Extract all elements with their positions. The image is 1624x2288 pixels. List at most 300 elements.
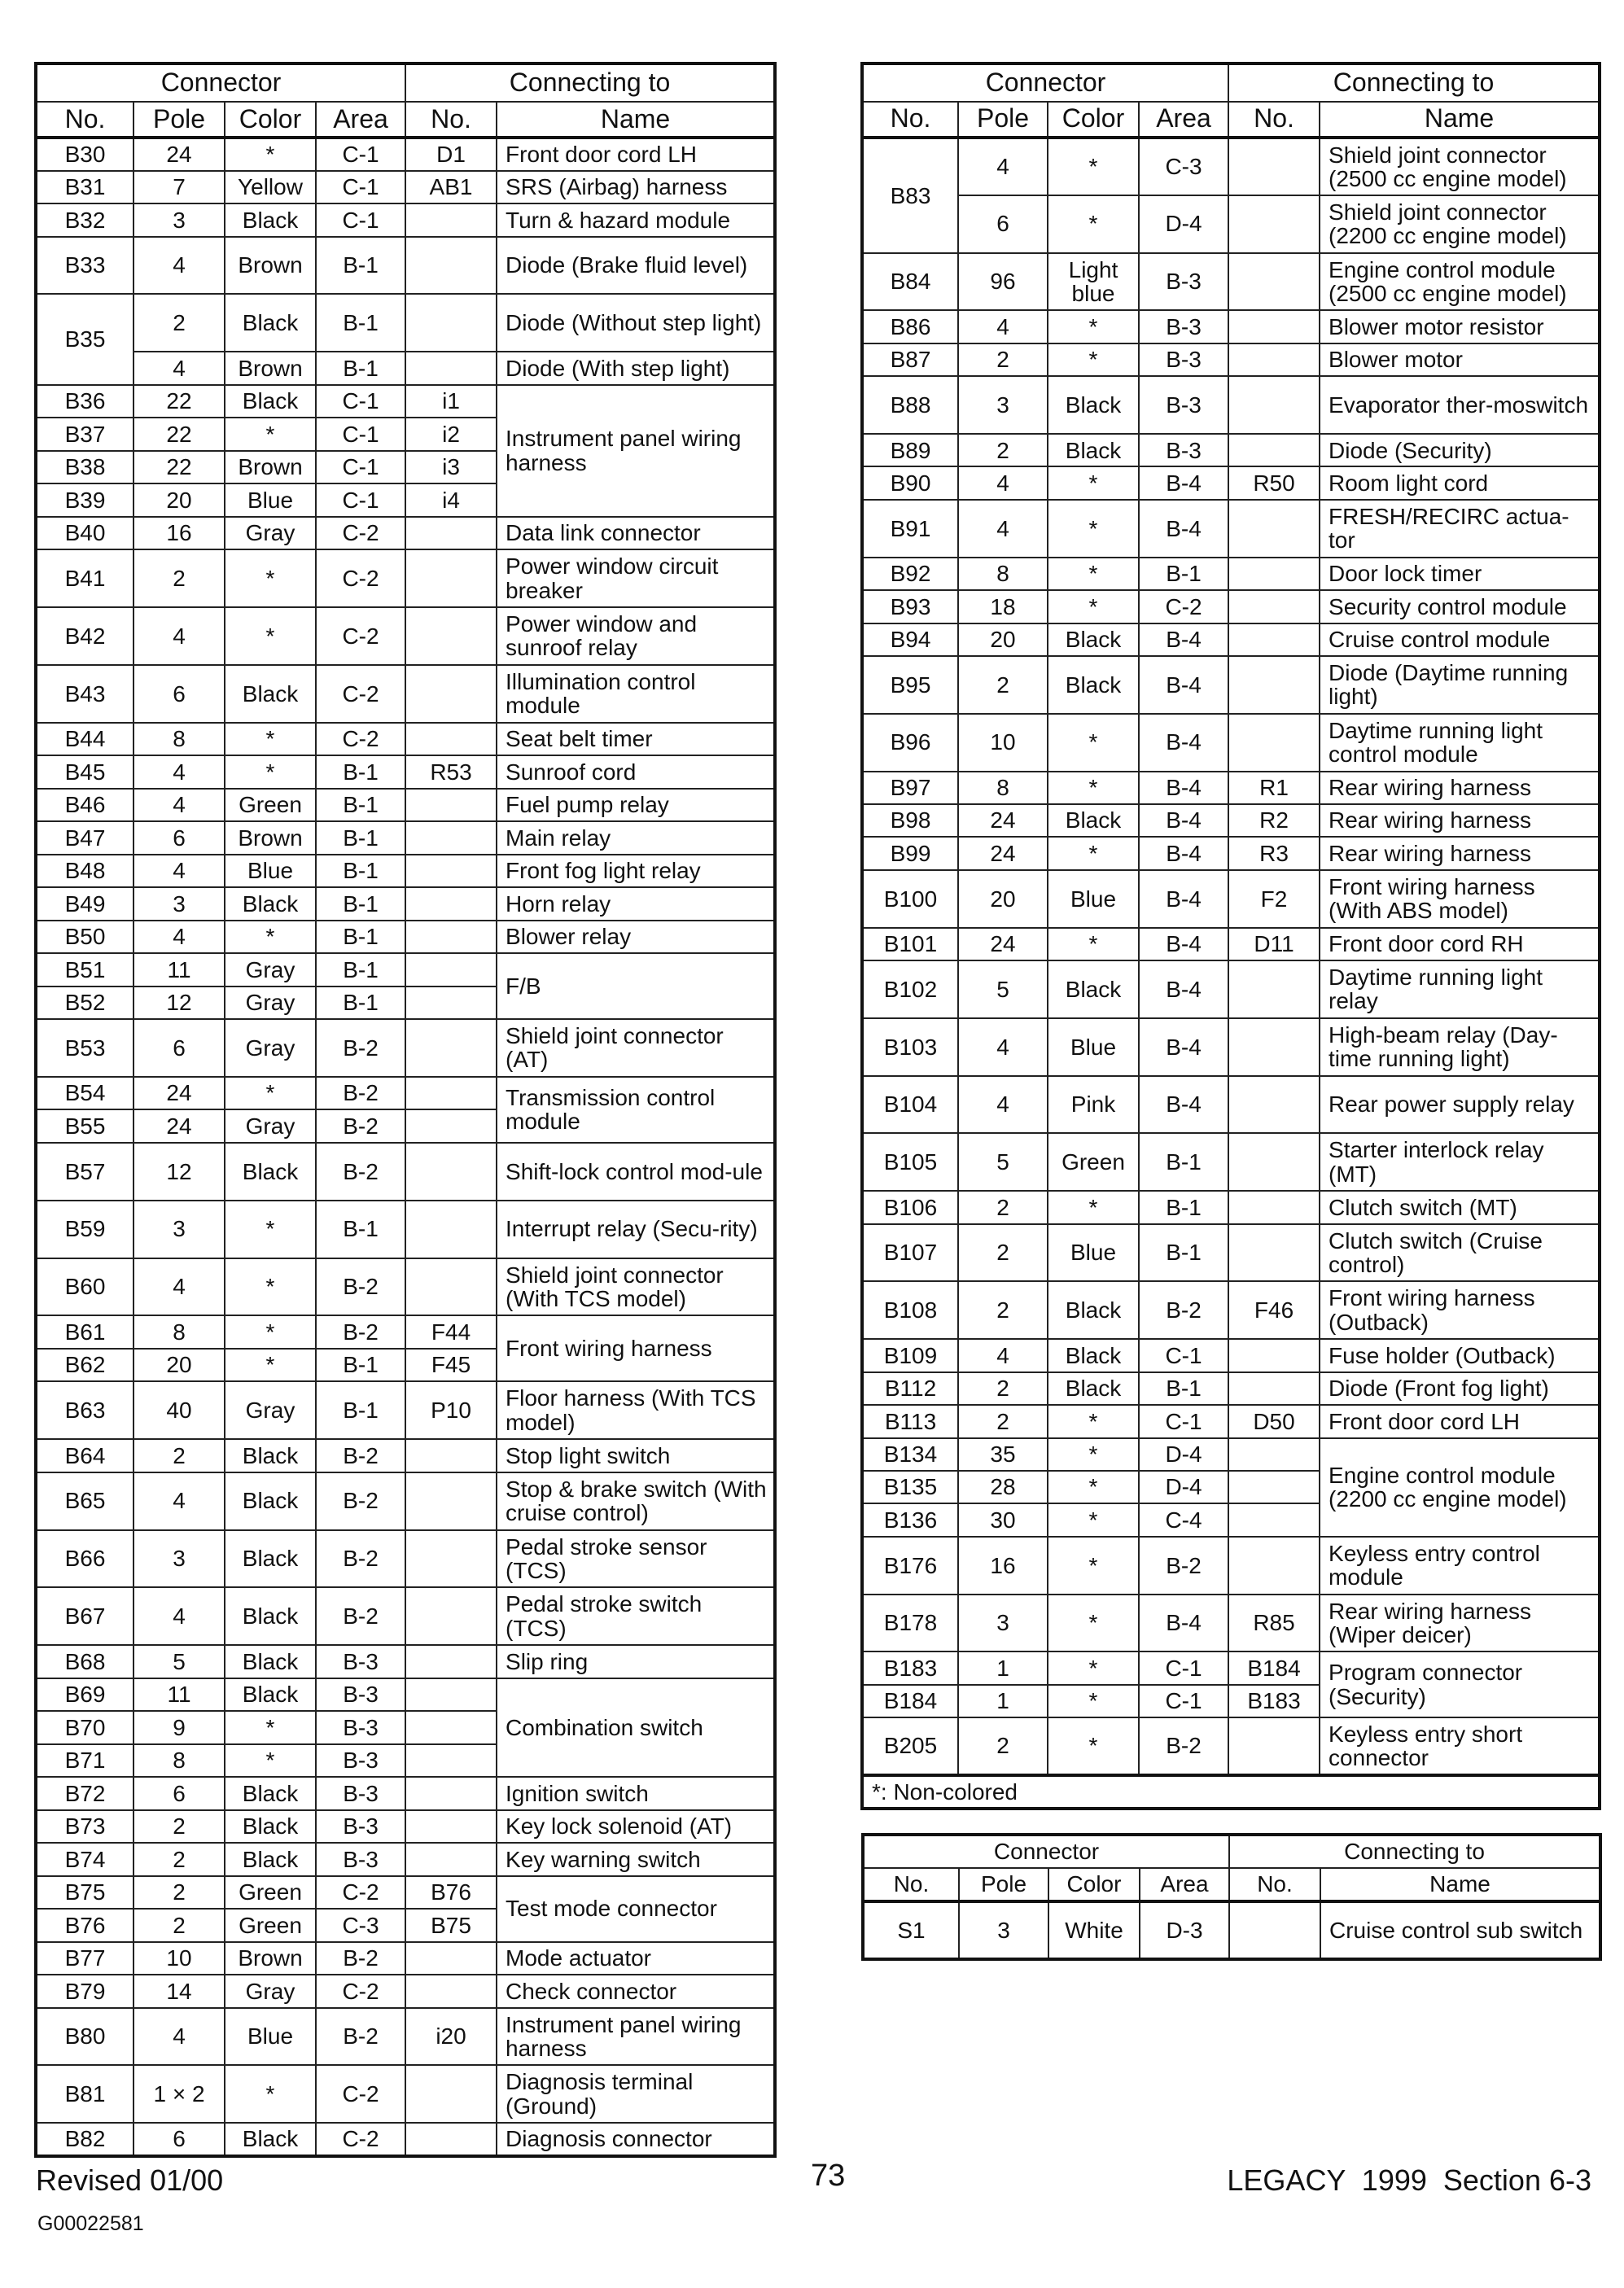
cell-color: * — [1048, 195, 1139, 253]
cell-area: B-4 — [1139, 623, 1228, 656]
cell-name: Pedal stroke sensor (TCS) — [497, 1530, 775, 1588]
cell-color: * — [1048, 466, 1139, 499]
cell-name: Transmission control module — [497, 1077, 775, 1143]
cell-name: Illumination control module — [497, 665, 775, 723]
cell-color: * — [1048, 1503, 1139, 1536]
cell-pole: 8 — [958, 772, 1048, 804]
cell-color: Black — [225, 1143, 316, 1201]
cell-color: * — [225, 549, 316, 607]
header-col-no: No. — [862, 102, 958, 138]
cell-connector-no: B86 — [862, 310, 958, 343]
cell-area: B-1 — [316, 887, 405, 920]
cell-name: Diode (Daytime running light) — [1320, 656, 1600, 714]
cell-name: Ignition switch — [497, 1777, 775, 1809]
cell-connector-no: B105 — [862, 1133, 958, 1191]
cell-area: C-1 — [316, 138, 405, 170]
cell-connecting-no: i4 — [405, 483, 497, 516]
cell-connecting-no: R85 — [1228, 1595, 1320, 1652]
non-colored-note: *: Non-colored — [862, 1775, 1600, 1809]
cell-pole: 12 — [134, 987, 225, 1019]
cell-connector-no: B65 — [36, 1472, 134, 1530]
table-row — [36, 1077, 775, 1109]
table-row — [862, 1224, 1600, 1282]
cell-connecting-no — [405, 987, 497, 1019]
cell-name: Instrument panel wiring harness — [497, 385, 775, 517]
cell-color: * — [225, 1077, 316, 1109]
cell-name: Cruise control sub switch — [1320, 1901, 1600, 1959]
cell-connector-no: B32 — [36, 203, 134, 236]
cell-connector-no: B107 — [862, 1224, 958, 1282]
cell-area: B-1 — [1139, 1133, 1228, 1191]
cell-pole: 2 — [958, 1224, 1048, 1282]
table-row — [862, 623, 1600, 656]
cell-color: * — [1048, 1651, 1139, 1684]
table-row — [36, 203, 775, 236]
cell-connector-no: B84 — [862, 253, 958, 311]
cell-pole: 4 — [134, 237, 225, 295]
cell-connector-no: B108 — [862, 1281, 958, 1339]
cell-pole: 2 — [134, 1843, 225, 1875]
cell-pole: 2 — [958, 1281, 1048, 1339]
cell-area: B-1 — [316, 294, 405, 352]
cell-connector-no: B43 — [36, 665, 134, 723]
cell-color: Black — [1048, 1372, 1139, 1405]
cell-color: * — [1048, 310, 1139, 343]
cell-connecting-no — [1228, 1537, 1320, 1595]
table-row — [36, 1876, 775, 1909]
table-row — [36, 855, 775, 887]
cell-area: B-1 — [316, 1381, 405, 1439]
header-col-area: Area — [1140, 1868, 1229, 1901]
cell-pole: 20 — [134, 483, 225, 516]
cell-connecting-no — [405, 352, 497, 384]
cell-connector-no: B45 — [36, 755, 134, 788]
cell-name: Mode actuator — [497, 1942, 775, 1975]
cell-pole: 4 — [958, 466, 1048, 499]
cell-color: Black — [225, 1678, 316, 1711]
cell-color: Brown — [225, 1942, 316, 1975]
cell-area: C-1 — [316, 203, 405, 236]
cell-pole: 2 — [958, 656, 1048, 714]
cell-area: D-4 — [1139, 195, 1228, 253]
cell-name: Horn relay — [497, 887, 775, 920]
header-row-group — [36, 63, 775, 102]
cell-connector-no: B66 — [36, 1530, 134, 1588]
cell-connecting-no: i2 — [405, 418, 497, 450]
table-row — [862, 772, 1600, 804]
cell-connector-no: B205 — [862, 1717, 958, 1775]
header-col-color: Color — [1048, 1868, 1140, 1901]
cell-name: Front wiring harness (Outback) — [1320, 1281, 1600, 1339]
cell-area: B-2 — [316, 1530, 405, 1588]
cell-connector-no: B98 — [862, 804, 958, 837]
cell-area: B-4 — [1139, 837, 1228, 869]
cell-pole: 4 — [958, 1076, 1048, 1134]
cell-color: Brown — [225, 821, 316, 854]
header-col-name: Name — [1320, 1868, 1600, 1901]
table-row — [36, 352, 775, 384]
cell-connecting-no — [405, 607, 497, 665]
cell-connecting-no — [405, 203, 497, 236]
cell-connector-no: B79 — [36, 1975, 134, 2007]
connector-table-s — [861, 1833, 1602, 1961]
cell-connector-no: B39 — [36, 483, 134, 516]
cell-area: B-3 — [1139, 434, 1228, 466]
cell-name: Fuse holder (Outback) — [1320, 1339, 1600, 1371]
cell-area: B-3 — [1139, 343, 1228, 376]
cell-connector-no: B184 — [862, 1685, 958, 1717]
cell-name: Front wiring harness — [497, 1315, 775, 1381]
cell-name: SRS (Airbag) harness — [497, 171, 775, 203]
cell-connector-no: B37 — [36, 418, 134, 450]
cell-connector-no: B35 — [36, 294, 134, 384]
cell-pole: 3 — [134, 203, 225, 236]
cell-name: Pedal stroke switch (TCS) — [497, 1587, 775, 1645]
cell-pole: 2 — [958, 1405, 1048, 1437]
cell-pole: 24 — [958, 804, 1048, 837]
cell-name: Clutch switch (Cruise control) — [1320, 1224, 1600, 1282]
cell-connector-no: B61 — [36, 1315, 134, 1348]
cell-connector-no: B89 — [862, 434, 958, 466]
cell-color: * — [225, 607, 316, 665]
cell-name: Daytime running light relay — [1320, 960, 1600, 1018]
cell-connecting-no — [1228, 1018, 1320, 1076]
cell-name: Engine control module (2200 cc engine model) — [1320, 1438, 1600, 1537]
cell-connecting-no — [405, 1975, 497, 2007]
cell-connector-no: B102 — [862, 960, 958, 1018]
cell-color: Green — [225, 789, 316, 821]
table-row — [862, 1076, 1600, 1134]
cell-connector-no: B64 — [36, 1439, 134, 1472]
cell-area: C-3 — [1139, 138, 1228, 195]
cell-color: Black — [1048, 434, 1139, 466]
table-row — [36, 237, 775, 295]
table-row — [36, 549, 775, 607]
cell-area: B-3 — [316, 1777, 405, 1809]
cell-area: B-2 — [316, 1143, 405, 1201]
cell-pole: 1 — [958, 1651, 1048, 1684]
cell-connecting-no — [405, 1942, 497, 1975]
cell-connector-no: B60 — [36, 1258, 134, 1316]
cell-area: C-2 — [316, 1876, 405, 1909]
cell-color: Black — [225, 1810, 316, 1843]
cell-name: High-beam relay (Day-time running light) — [1320, 1018, 1600, 1076]
cell-pole: 4 — [958, 310, 1048, 343]
cell-pole: 14 — [134, 1975, 225, 2007]
cell-area: D-4 — [1139, 1471, 1228, 1503]
cell-area: B-3 — [1139, 310, 1228, 343]
cell-area: C-1 — [1139, 1405, 1228, 1437]
cell-connecting-no — [1228, 714, 1320, 772]
cell-connecting-no — [1228, 138, 1320, 195]
cell-connecting-no — [1228, 1471, 1320, 1503]
cell-color: * — [1048, 837, 1139, 869]
cell-area: C-1 — [1139, 1685, 1228, 1717]
cell-color: * — [225, 1744, 316, 1777]
cell-area: C-3 — [316, 1909, 405, 1941]
cell-pole: 5 — [958, 960, 1048, 1018]
cell-name: Shield joint connector (AT) — [497, 1019, 775, 1077]
cell-area: B-1 — [316, 953, 405, 986]
cell-color: Brown — [225, 237, 316, 295]
table-row — [36, 2123, 775, 2156]
cell-connector-no: B62 — [36, 1349, 134, 1381]
cell-color: * — [225, 723, 316, 755]
cell-connector-no: B112 — [862, 1372, 958, 1405]
cell-pole: 4 — [134, 607, 225, 665]
cell-pole: 24 — [958, 837, 1048, 869]
cell-connector-no: B93 — [862, 590, 958, 623]
cell-connecting-no — [405, 517, 497, 549]
table-row — [862, 804, 1600, 837]
cell-pole: 11 — [134, 1678, 225, 1711]
document-id: G00022581 — [37, 2212, 144, 2235]
table-row — [862, 310, 1600, 343]
cell-color: * — [1048, 1405, 1139, 1437]
section-label: LEGACY 1999 Section 6-3 — [1227, 2163, 1591, 2197]
cell-connecting-no — [405, 1258, 497, 1316]
cell-connecting-no — [1228, 1339, 1320, 1371]
cell-pole: 4 — [134, 855, 225, 887]
cell-area: B-2 — [1139, 1537, 1228, 1595]
table-row — [862, 434, 1600, 466]
cell-connecting-no — [405, 1439, 497, 1472]
cell-name: Keyless entry control module — [1320, 1537, 1600, 1595]
cell-pole: 2 — [134, 294, 225, 352]
cell-area: B-4 — [1139, 1595, 1228, 1652]
header-col-area: Area — [1139, 102, 1228, 138]
cell-area: B-2 — [316, 1587, 405, 1645]
cell-color: * — [225, 1349, 316, 1381]
cell-pole: 4 — [134, 352, 225, 384]
header-connecting-to: Connecting to — [1228, 63, 1600, 102]
cell-area: B-4 — [1139, 714, 1228, 772]
cell-area: D-3 — [1140, 1901, 1229, 1959]
header-col-name: Name — [497, 102, 775, 138]
cell-area: B-4 — [1139, 1076, 1228, 1134]
cell-pole: 40 — [134, 1381, 225, 1439]
cell-pole: 8 — [134, 723, 225, 755]
table-row — [862, 138, 1600, 195]
cell-name: Front door cord RH — [1320, 928, 1600, 960]
cell-pole: 6 — [134, 665, 225, 723]
cell-connector-no: B99 — [862, 837, 958, 869]
cell-name: Engine control module (2500 cc engine model) — [1320, 253, 1600, 311]
header-row-group — [863, 1835, 1600, 1868]
cell-connector-no: B90 — [862, 466, 958, 499]
table-row — [36, 1258, 775, 1316]
cell-connector-no: B59 — [36, 1201, 134, 1258]
cell-area: B-2 — [316, 2008, 405, 2066]
cell-connecting-no: i1 — [405, 385, 497, 418]
cell-connecting-no — [1228, 1133, 1320, 1191]
cell-name: Stop light switch — [497, 1439, 775, 1472]
cell-pole: 4 — [134, 2008, 225, 2066]
cell-area: B-4 — [1139, 804, 1228, 837]
cell-area: C-2 — [316, 1975, 405, 2007]
cell-area: B-2 — [316, 1109, 405, 1142]
cell-color: * — [1048, 928, 1139, 960]
cell-connector-no: S1 — [863, 1901, 959, 1959]
cell-area: C-1 — [316, 171, 405, 203]
revised-label: Revised 01/00 — [36, 2163, 224, 2197]
cell-color: Pink — [1048, 1076, 1139, 1134]
cell-color: Blue — [225, 2008, 316, 2066]
cell-connecting-no — [1228, 1438, 1320, 1471]
cell-pole: 2 — [134, 1909, 225, 1941]
cell-connecting-no — [1229, 1901, 1320, 1959]
cell-connecting-no — [405, 921, 497, 953]
cell-connecting-no — [1228, 656, 1320, 714]
table-row — [862, 1595, 1600, 1652]
header-connecting-to: Connecting to — [1229, 1835, 1600, 1868]
cell-color: * — [1048, 500, 1139, 558]
cell-area: B-1 — [1139, 558, 1228, 590]
header-row-group — [862, 63, 1600, 102]
cell-color: Blue — [1048, 870, 1139, 928]
cell-connector-no: B77 — [36, 1942, 134, 1975]
table-row — [862, 656, 1600, 714]
cell-pole: 2 — [134, 1810, 225, 1843]
cell-area: B-1 — [316, 237, 405, 295]
connector-table-left — [34, 62, 777, 2158]
cell-connecting-no: R53 — [405, 755, 497, 788]
cell-connecting-no: AB1 — [405, 171, 497, 203]
cell-color: * — [225, 1258, 316, 1316]
cell-color: Black — [225, 1777, 316, 1809]
table-row — [36, 1019, 775, 1077]
cell-connecting-no — [1228, 623, 1320, 656]
table-row — [36, 1472, 775, 1530]
cell-name: Program connector (Security) — [1320, 1651, 1600, 1717]
cell-pole: 4 — [958, 138, 1048, 195]
cell-pole: 20 — [134, 1349, 225, 1381]
table-row — [36, 2065, 775, 2123]
cell-name: Blower relay — [497, 921, 775, 953]
cell-connector-no: B100 — [862, 870, 958, 928]
cell-connector-no: B113 — [862, 1405, 958, 1437]
cell-connecting-no: D11 — [1228, 928, 1320, 960]
cell-connector-no: B49 — [36, 887, 134, 920]
cell-pole: 30 — [958, 1503, 1048, 1536]
table-row — [36, 1975, 775, 2007]
cell-pole: 24 — [134, 1077, 225, 1109]
cell-pole: 3 — [959, 1901, 1048, 1959]
cell-name: Diode (Security) — [1320, 434, 1600, 466]
cell-connector-no: B91 — [862, 500, 958, 558]
cell-color: Black — [1048, 960, 1139, 1018]
cell-connecting-no — [405, 953, 497, 986]
header-row-columns — [863, 1868, 1600, 1901]
table-row — [36, 2008, 775, 2066]
cell-connecting-no: F45 — [405, 1349, 497, 1381]
table-row — [36, 607, 775, 665]
header-col-connecting-no: No. — [405, 102, 497, 138]
cell-connector-no: B106 — [862, 1191, 958, 1223]
cell-connector-no: B83 — [862, 138, 958, 253]
cell-pole: 22 — [134, 385, 225, 418]
table-row — [36, 821, 775, 854]
cell-connecting-no — [405, 1843, 497, 1875]
cell-pole: 96 — [958, 253, 1048, 311]
cell-name: Test mode connector — [497, 1876, 775, 1942]
cell-color: Black — [225, 887, 316, 920]
cell-color: White — [1048, 1901, 1140, 1959]
cell-name: Floor harness (With TCS model) — [497, 1381, 775, 1439]
cell-name: Evaporator ther-moswitch — [1320, 376, 1600, 434]
cell-color: * — [225, 138, 316, 170]
cell-color: Black — [225, 1472, 316, 1530]
cell-pole: 28 — [958, 1471, 1048, 1503]
cell-area: C-2 — [316, 2123, 405, 2156]
table-row — [862, 1372, 1600, 1405]
cell-area: C-4 — [1139, 1503, 1228, 1536]
cell-pole: 16 — [134, 517, 225, 549]
cell-area: B-4 — [1139, 466, 1228, 499]
page-number: 73 — [811, 2159, 846, 2193]
cell-connector-no: B31 — [36, 171, 134, 203]
header-col-pole: Pole — [958, 102, 1048, 138]
table-row — [862, 1018, 1600, 1076]
cell-color: * — [1048, 772, 1139, 804]
cell-pole: 4 — [958, 500, 1048, 558]
cell-color: Gray — [225, 1975, 316, 2007]
table-row — [36, 1777, 775, 1809]
header-col-pole: Pole — [134, 102, 225, 138]
cell-connecting-no — [405, 1744, 497, 1777]
cell-area: C-1 — [1139, 1651, 1228, 1684]
cell-connector-no: B50 — [36, 921, 134, 953]
cell-name: Door lock timer — [1320, 558, 1600, 590]
cell-connecting-no — [1228, 434, 1320, 466]
cell-name: FRESH/RECIRC actua-tor — [1320, 500, 1600, 558]
cell-pole: 8 — [958, 558, 1048, 590]
cell-connector-no: B44 — [36, 723, 134, 755]
cell-connecting-no — [1228, 558, 1320, 590]
cell-connecting-no — [1228, 253, 1320, 311]
cell-area: B-3 — [316, 1843, 405, 1875]
cell-connecting-no — [405, 549, 497, 607]
cell-connector-no: B46 — [36, 789, 134, 821]
cell-color: * — [1048, 590, 1139, 623]
cell-name: Diode (With step light) — [497, 352, 775, 384]
cell-pole: 18 — [958, 590, 1048, 623]
table-row — [862, 870, 1600, 928]
cell-color: Gray — [225, 953, 316, 986]
cell-connecting-no — [405, 789, 497, 821]
cell-name: Turn & hazard module — [497, 203, 775, 236]
cell-name: Security control module — [1320, 590, 1600, 623]
cell-area: B-4 — [1139, 656, 1228, 714]
cell-area: C-1 — [316, 418, 405, 450]
cell-name: Front fog light relay — [497, 855, 775, 887]
cell-name: Instrument panel wiring harness — [497, 2008, 775, 2066]
header-col-no: No. — [863, 1868, 959, 1901]
cell-area: B-1 — [316, 352, 405, 384]
cell-pole: 10 — [958, 714, 1048, 772]
cell-area: B-1 — [316, 987, 405, 1019]
table-row — [862, 837, 1600, 869]
cell-pole: 4 — [134, 755, 225, 788]
cell-area: D-4 — [1139, 1438, 1228, 1471]
table-row — [862, 500, 1600, 558]
cell-area: B-1 — [1139, 1191, 1228, 1223]
cell-name: Starter interlock relay (MT) — [1320, 1133, 1600, 1191]
cell-color: Green — [1048, 1133, 1139, 1191]
cell-color: Blue — [225, 483, 316, 516]
cell-connector-no: B87 — [862, 343, 958, 376]
cell-area: C-2 — [316, 607, 405, 665]
